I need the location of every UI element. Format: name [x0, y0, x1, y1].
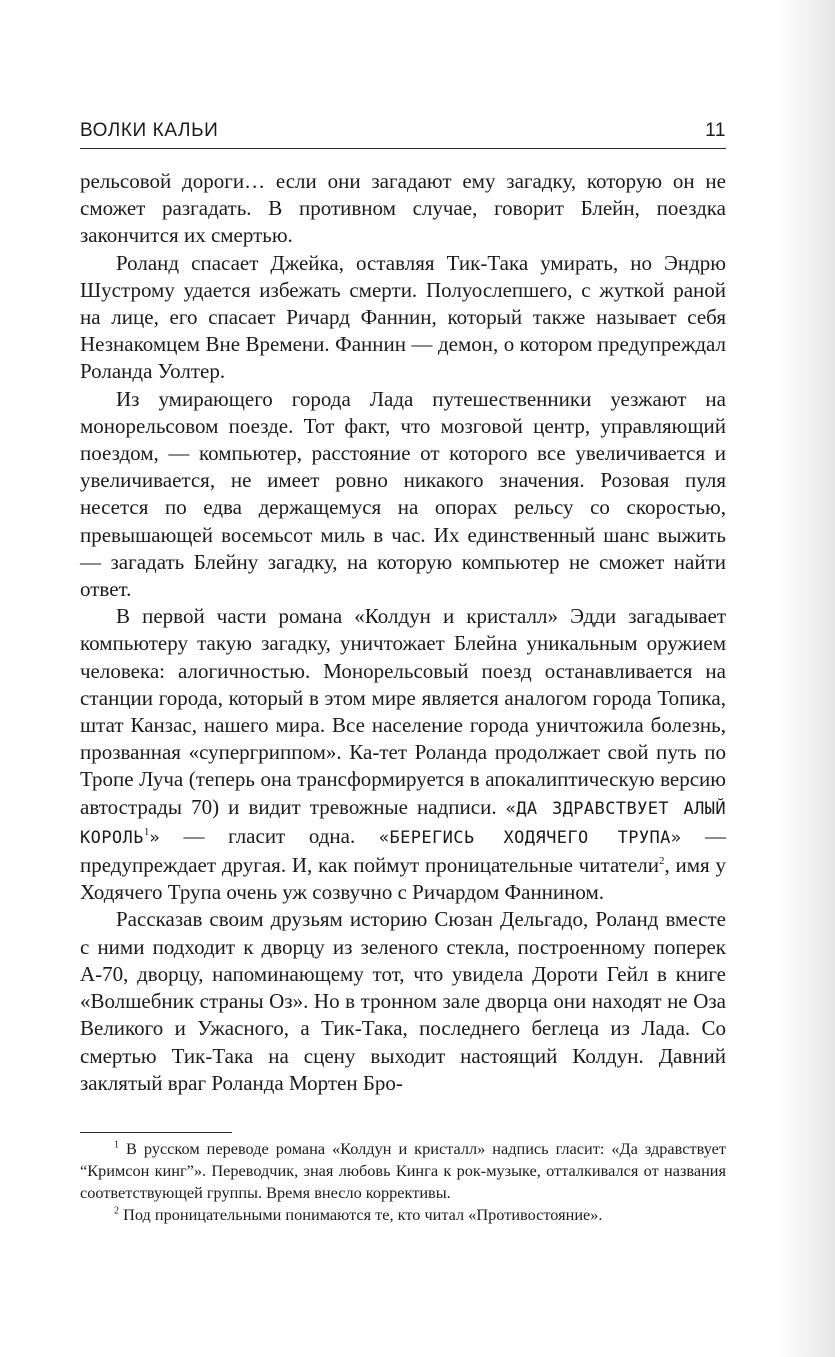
paragraph-3: Из умирающего города Лада путешественники уезжают на монорельсовом поезде. Тот факт, что мозговой центр, управляющий поездом, — компьютер, расстояние от которого все увеличивается и увеличивается, не имеет ровно никакого значения. Розовая пуля несется по едва держащемуся на опорах рельсу со скоростью, превышающей восемьсот миль в час. Их единственный шанс выжить — загадать Блейну загадку, на которую компьютер не сможет найти ответ.	[80, 386, 726, 602]
paragraph-1: рельсовой дороги… если они загадают ему загадку, которую он не сможет разгадать. В противном случае, говорит Блейн, поездка закончится их смертью.	[80, 169, 726, 248]
sign-beware-walking-dude: «БЕРЕГИСЬ ХОДЯЧЕГО ТРУПА»	[378, 827, 682, 848]
sign-long-live-crimson-king: «ДА ЗДРАВСТВУЕТ АЛЫЙ КОРОЛЬ	[80, 798, 727, 848]
page-header	[80, 118, 726, 149]
footnote-2-text: Под проницательными понимаются те, кто читал «Противостояние».	[123, 1205, 603, 1224]
paragraph-5: Рассказав своим друзьям историю Сюзан Дельгадо, Роланд вместе с ними подходит к дворцу из зеленого стекла, построенному поперек А-70, дворцу, напоминающему тот, что увидела Дороти Гейл в книге «Волшебник страны Оз». Но в тронном зале дворца они находят не Оза Великого и Ужасного, а Тик-Така, последнего беглеца из Лада. Со смертью Тик-Така на сцену выходит настоящий Колдун. Давний заклятый враг Роланда Мортен Бро-	[80, 907, 726, 1095]
footnote-1-marker: 1	[114, 1139, 119, 1151]
paragraph-2: Роланд спасает Джейка, оставляя Тик-Така умирать, но Эндрю Шустрому удается избежать смерти. Полуослепшего, с жуткой раной на лице, его спасает Ричард Фаннин, который также называет себя Незнакомцем Вне Времени. Фаннин — демон, о котором предупреждал Роланда Уолтер.	[80, 250, 726, 384]
sign-close-quote: »	[149, 827, 160, 848]
page-number: 11	[705, 120, 726, 141]
footnote-divider	[80, 1132, 232, 1133]
paragraph-4-text-3: — предупреждает другая. И, как поймут проницательные читатели	[80, 823, 727, 878]
footnote-1-text: В русском переводе романа «Колдун и кристалл» надпись гласит: «Да здравствует “Кримсон кинг”». Переводчик, зная любовь Кинга к рок-музыке, отталкивался от названия соответствующей группы. Время внесло коррективы.	[80, 1139, 726, 1202]
footnote-2	[80, 1204, 726, 1226]
paragraph-4-text-1: В первой части романа «Колдун и кристалл» Эдди загадывает компьютеру такую загадку, уничтожает Блейна уникальным оружием человека: алогичностью. Монорельсовый поезд останавливается на станции города, который в этом мире является аналогом города Топика, штат Канзас, нашего мира. Все население города уничтожила болезнь, прозванная «супергриппом». Ка-тет Роланда продолжает свой путь по Тропе Луча (теперь она трансформируется в апокалиптическую версию автострады 70) и видит тревожные надписи.	[80, 604, 726, 819]
footnotes	[80, 1138, 726, 1226]
footnote-ref-1[interactable]: 1	[143, 825, 150, 838]
paragraph-4	[80, 603, 726, 906]
body-text	[80, 168, 726, 1097]
running-title: ВОЛКИ КАЛЬИ	[80, 120, 219, 141]
footnote-1	[80, 1138, 726, 1204]
paragraph-4-text-2: — гласит одна.	[159, 823, 379, 848]
paragraph-4-text-4: , имя у Ходячего Трупа очень уж созвучно с Ричардом Фаннином.	[80, 853, 726, 905]
footnote-2-marker: 2	[114, 1205, 119, 1217]
footnote-ref-2[interactable]: 2	[658, 855, 665, 868]
